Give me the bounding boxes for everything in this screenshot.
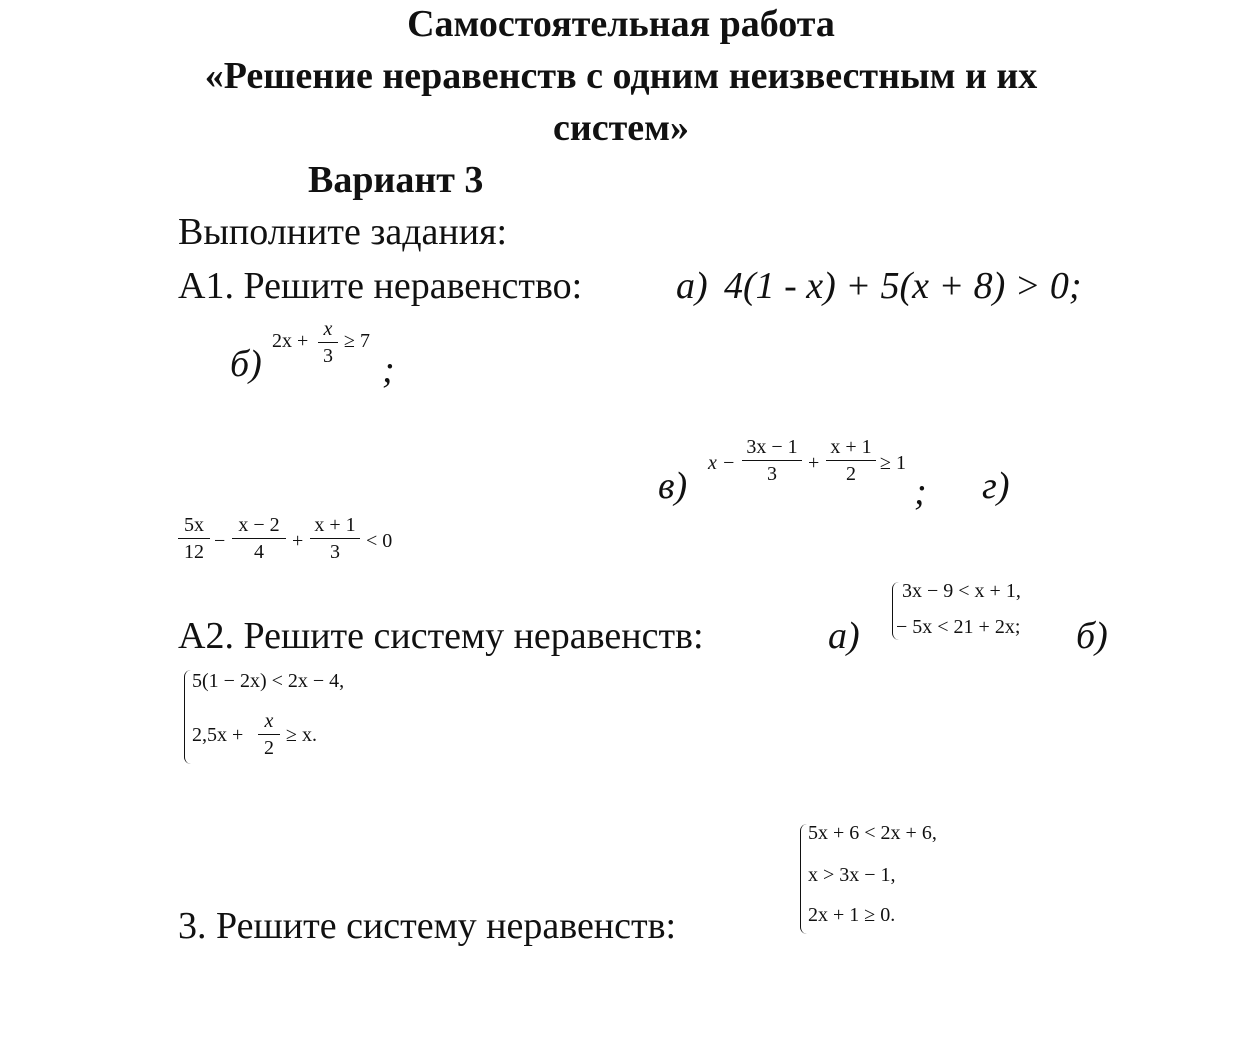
- task-a1-g-right: < 0: [366, 530, 393, 552]
- task-a1-label: А1. Решите неравенство:: [178, 265, 583, 307]
- fraction-denominator: 3: [323, 345, 333, 367]
- title-line-3: систем»: [552, 107, 690, 149]
- fraction-numerator: x + 1: [314, 514, 356, 536]
- title-line-1: Самостоятельная работа: [407, 3, 835, 45]
- task-a1-b-fraction: [318, 318, 338, 367]
- fraction-denominator: 4: [254, 541, 264, 563]
- instructions: Выполните задания:: [178, 211, 508, 253]
- task-a1-v-label: в): [658, 465, 688, 507]
- fraction-bar: [742, 460, 802, 461]
- fraction-numerator: 5x: [184, 514, 204, 536]
- task-a2-label: А2. Решите систему неравенств:: [178, 615, 704, 657]
- fraction-denominator: 2: [846, 463, 856, 485]
- task-a1-b-label: б): [230, 343, 262, 385]
- fraction-bar: [826, 460, 876, 461]
- task-a1-b-left: 2x +: [272, 330, 309, 352]
- task-a1-g-plus: +: [292, 530, 304, 552]
- fraction-bar: [258, 734, 280, 735]
- fraction-denominator: 2: [264, 737, 274, 759]
- task-a1-g-fraction-3: [310, 514, 360, 563]
- system-line-3: 2x + 1 ≥ 0.: [808, 904, 896, 926]
- system-brace: [184, 670, 191, 764]
- task-a1-g-minus: −: [214, 530, 226, 552]
- fraction-denominator: 3: [330, 541, 340, 563]
- fraction-numerator: x + 1: [830, 436, 872, 458]
- task-a1-a-expression: 4(1 - x) + 5(x + 8) > 0;: [724, 265, 1082, 307]
- system-line-2-right: ≥ x.: [286, 724, 317, 746]
- fraction-bar: [310, 538, 360, 539]
- fraction-bar: [178, 538, 210, 539]
- task-a1-v-end: ;: [914, 471, 927, 513]
- task-a1-v-x: x −: [708, 452, 736, 474]
- task-a1-g-fraction-2: [232, 514, 286, 563]
- fraction-numerator: x: [264, 710, 274, 732]
- system-line-1: 3x − 9 < x + 1,: [902, 580, 1021, 602]
- task-a1-v-plus: +: [808, 452, 820, 474]
- system-brace: [800, 824, 807, 934]
- task-a1-g-fraction-1: [178, 514, 210, 563]
- task-3-label: 3. Решите систему неравенств:: [178, 905, 677, 947]
- fraction-numerator: 3x − 1: [746, 436, 798, 458]
- fraction-bar: [318, 342, 338, 343]
- system-line-1: 5x + 6 < 2x + 6,: [808, 822, 937, 844]
- system-line-2: x > 3x − 1,: [808, 864, 896, 886]
- task-a2-b-fraction: [258, 710, 280, 759]
- task-a2-a-label: а): [828, 615, 860, 657]
- fraction-numerator: x − 2: [238, 514, 280, 536]
- fraction-denominator: 12: [184, 541, 204, 563]
- task-a2-b-label: б): [1076, 615, 1108, 657]
- task-a1-v-fraction-2: [826, 436, 876, 485]
- title-line-2: «Решение неравенств с одним неизвестным и их: [204, 55, 1038, 97]
- task-a1-b-end: ;: [382, 349, 395, 391]
- fraction-denominator: 3: [767, 463, 777, 485]
- task-a1-b-right: ≥ 7: [344, 330, 370, 352]
- task-a1-g-label: г): [982, 465, 1010, 507]
- fraction-bar: [232, 538, 286, 539]
- task-a1-v-right: ≥ 1: [880, 452, 906, 474]
- system-line-2-left: 2,5x +: [192, 724, 244, 746]
- system-line-2: − 5x < 21 + 2x;: [896, 616, 1021, 638]
- variant-label: Вариант 3: [308, 159, 484, 201]
- system-line-1: 5(1 − 2x) < 2x − 4,: [192, 670, 345, 692]
- task-a1-v-fraction-1: [742, 436, 802, 485]
- task-a1-a-label: а): [676, 265, 708, 307]
- fraction-numerator: x: [323, 318, 333, 340]
